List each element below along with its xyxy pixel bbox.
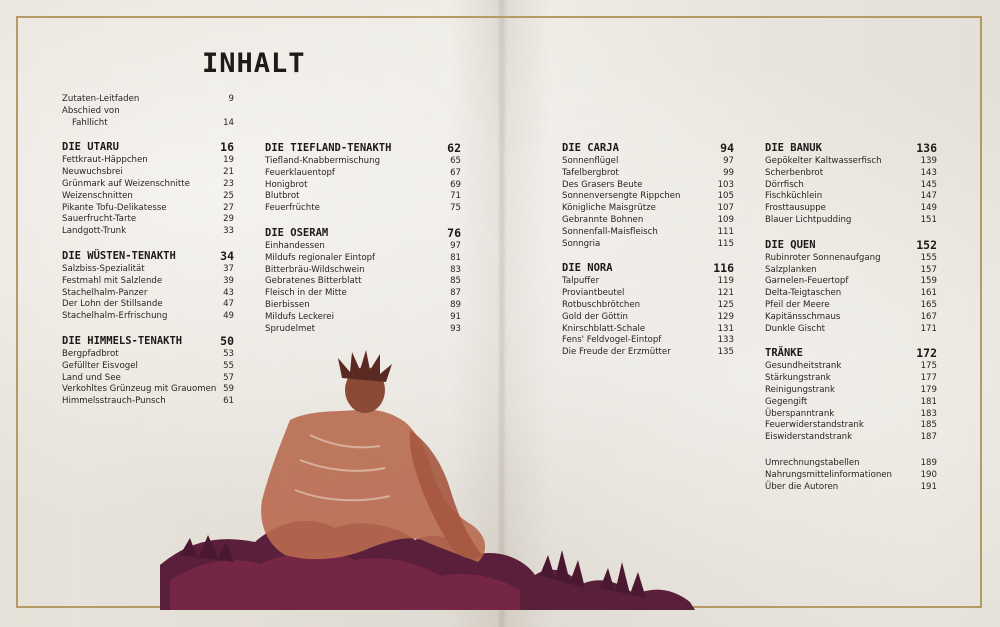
entry-name: Fleisch in der Mitte — [265, 288, 347, 299]
toc-column-3 — [562, 130, 734, 359]
entry-name: Gesundheitstrank — [765, 361, 842, 372]
entry-page: 14 — [223, 117, 234, 128]
entry-page: 69 — [450, 179, 461, 190]
entry-page: 149 — [920, 203, 937, 214]
toc-entry[interactable] — [62, 118, 234, 130]
entry-page: 43 — [223, 287, 234, 298]
entry-page: 187 — [920, 432, 937, 443]
toc-entry[interactable] — [765, 385, 937, 397]
toc-entry[interactable] — [562, 203, 734, 215]
entry-page: 111 — [717, 226, 734, 237]
toc-entry[interactable] — [265, 180, 461, 192]
toc-column-2 — [265, 130, 461, 335]
entry-name: Eiswiderstandstrank — [765, 432, 853, 443]
entry-name: Über die Autoren — [765, 481, 839, 492]
toc-entry[interactable] — [62, 179, 234, 191]
entry-page: 27 — [223, 202, 234, 213]
toc-entry[interactable] — [62, 226, 234, 238]
toc-entry[interactable] — [562, 239, 734, 251]
entry-name: Fettkraut-Häppchen — [62, 155, 148, 166]
entry-page: 65 — [450, 156, 461, 166]
entry-page: 167 — [920, 311, 937, 322]
entry-name: Der Lohn der Stillsande — [62, 299, 163, 310]
entry-page: 29 — [223, 214, 234, 225]
toc-entry[interactable] — [765, 432, 937, 444]
toc-entry[interactable] — [765, 288, 937, 300]
entry-page: 93 — [450, 323, 461, 334]
toc-entry[interactable] — [765, 458, 937, 470]
entry-page: 85 — [450, 276, 461, 287]
section-list — [765, 253, 937, 336]
section-header-tiefland-tenakth[interactable]: DIE TIEFLAND-TENAKTH 62 — [265, 141, 461, 155]
entry-name: Abschied von — [62, 105, 120, 116]
entry-name: Sonnenfall-Maisfleisch — [562, 226, 658, 237]
entry-name: Stachelhalm-Panzer — [62, 287, 148, 298]
entry-name: Rubinroter Sonnenaufgang — [765, 252, 881, 263]
toc-entry[interactable] — [765, 253, 937, 265]
entry-page: 125 — [717, 299, 734, 310]
section-list — [765, 361, 937, 444]
entry-page: 135 — [717, 347, 734, 358]
entry-name: Gefüllter Eisvogel — [62, 360, 138, 371]
entry-page: 190 — [920, 469, 937, 480]
entry-page: 131 — [717, 323, 734, 334]
entry-name: Pikante Tofu-Delikatesse — [62, 202, 167, 213]
entry-page: 147 — [920, 191, 937, 202]
entry-name: Nahrungsmittelinformationen — [765, 469, 893, 480]
figure-hair — [338, 350, 392, 382]
toc-entry[interactable] — [562, 288, 734, 300]
toc-entry[interactable] — [265, 191, 461, 203]
toc-entry[interactable] — [765, 482, 937, 494]
entry-page: 75 — [450, 203, 461, 214]
toc-entry[interactable] — [765, 470, 937, 482]
toc-entry[interactable] — [562, 335, 734, 347]
section-list — [62, 264, 234, 323]
toc-entry[interactable] — [765, 324, 937, 336]
toc-entry[interactable] — [562, 300, 734, 312]
entry-page: 83 — [450, 264, 461, 275]
toc-entry[interactable] — [265, 203, 461, 215]
toc-entry[interactable] — [562, 156, 734, 168]
entry-name: Garnelen-Feuertopf — [765, 276, 849, 287]
entry-page: 107 — [717, 203, 734, 214]
entry-name: Honigbrot — [265, 179, 308, 190]
section-list — [62, 155, 234, 238]
entry-name: Talpuffer — [562, 276, 600, 287]
entry-page: 121 — [717, 288, 734, 299]
entry-name: Gegengift — [765, 396, 808, 407]
toc-entry[interactable] — [265, 265, 461, 277]
entry-name: Gebratenes Bitterblatt — [265, 276, 362, 287]
toc-entry[interactable] — [62, 311, 234, 323]
entry-name: Umrechnungstabellen — [765, 457, 860, 468]
entry-page: 47 — [223, 299, 234, 310]
toc-entry[interactable] — [265, 241, 461, 253]
toc-entry[interactable] — [562, 324, 734, 336]
toc-entry[interactable] — [562, 276, 734, 288]
entry-name: Blutbrot — [265, 191, 300, 202]
toc-entry[interactable] — [765, 373, 937, 385]
entry-page: 19 — [223, 155, 234, 166]
entry-name: Proviantbeutel — [562, 288, 625, 299]
entry-name: Bierbissen — [265, 299, 310, 310]
entry-name: Pfeil der Meere — [765, 299, 830, 310]
section-header-utaru[interactable]: DIE UTARU 16 — [62, 140, 234, 155]
entry-name: Feuerklauentopf — [265, 167, 335, 178]
toc-entry[interactable] — [62, 299, 234, 311]
entry-name: Rotbuschbrötchen — [562, 299, 641, 310]
toc-entry[interactable] — [62, 203, 234, 215]
toc-entry[interactable] — [265, 168, 461, 180]
toc-entry[interactable] — [765, 300, 937, 312]
section-list — [265, 156, 461, 215]
entry-name: Scherbenbrot — [765, 167, 824, 178]
entry-name: Überspanntrank — [765, 408, 835, 419]
entry-page: 155 — [920, 252, 937, 263]
toc-entry[interactable] — [62, 264, 234, 276]
toc-entry[interactable] — [562, 215, 734, 227]
toc-entry[interactable] — [765, 409, 937, 421]
entry-page: 97 — [723, 156, 734, 166]
entry-page: 157 — [920, 264, 937, 275]
entry-name: Gebrannte Bohnen — [562, 214, 644, 225]
entry-page: 91 — [450, 311, 461, 322]
section-header-wuesten-tenakth[interactable]: DIE WÜSTEN-TENAKTH 34 — [62, 248, 234, 263]
toc-entry[interactable] — [765, 168, 937, 180]
entry-page: 165 — [920, 299, 937, 310]
toc-entry[interactable] — [765, 215, 937, 227]
entry-page: 133 — [717, 335, 734, 346]
entry-name: Sonnenflügel — [562, 156, 619, 166]
page-title: INHALT — [202, 48, 306, 79]
entry-name: Landgott-Trunk — [62, 226, 127, 237]
entry-name: Feuerfrüchte — [265, 203, 320, 214]
entry-page: 99 — [723, 167, 734, 178]
toc-entry[interactable] — [62, 288, 234, 300]
entry-page: 9 — [228, 94, 234, 104]
section-list — [562, 156, 734, 250]
toc-entry[interactable] — [765, 156, 937, 168]
toc-entry[interactable] — [765, 420, 937, 432]
entry-name: Blauer Lichtpudding — [765, 214, 852, 225]
entry-name: Sonngria — [562, 238, 601, 249]
toc-entry[interactable] — [562, 227, 734, 239]
entry-page: 71 — [450, 191, 461, 202]
toc-entry[interactable] — [265, 300, 461, 312]
entry-name: Dörrfisch — [765, 179, 804, 190]
toc-entry[interactable] — [62, 94, 234, 106]
entry-name: Frosttausuppe — [765, 203, 826, 214]
entry-name: Salzplanken — [765, 264, 817, 275]
entry-page: 143 — [920, 167, 937, 178]
entry-name: Himmelsstrauch-Punsch — [62, 396, 166, 407]
entry-name: Mildufs regionaler Eintopf — [265, 252, 376, 263]
toc-entry[interactable] — [265, 312, 461, 324]
entry-name: Des Grasers Beute — [562, 179, 643, 190]
entry-page: 171 — [920, 323, 937, 334]
entry-name: Reinigungstrank — [765, 384, 835, 395]
section-header-nora[interactable]: DIE NORA 116 — [562, 261, 734, 276]
entry-name: Sauerfrucht-Tarte — [62, 214, 137, 225]
entry-name: Bergpfadbrot — [62, 348, 119, 359]
toc-entry[interactable] — [562, 312, 734, 324]
toc-entry[interactable] — [765, 361, 937, 373]
toc-entry[interactable] — [62, 155, 234, 167]
entry-page: 87 — [450, 288, 461, 299]
entry-page: 129 — [717, 311, 734, 322]
entry-page: 115 — [717, 238, 734, 249]
toc-entry[interactable] — [62, 214, 234, 226]
entry-name: Grünmark auf Weizenschnitte — [62, 178, 190, 189]
toc-entry[interactable] — [765, 276, 937, 288]
entry-page: 183 — [920, 408, 937, 419]
entry-name: Bitterbräu-Wildschwein — [265, 264, 365, 275]
toc-entry[interactable] — [765, 180, 937, 192]
entry-name: Fahllicht — [72, 117, 108, 128]
entry-name: Verkohltes Grünzeug mit Grauomen — [62, 384, 217, 395]
entry-page: 23 — [223, 178, 234, 189]
entry-page: 103 — [717, 179, 734, 190]
toc-entry[interactable] — [62, 106, 234, 118]
entry-page: 119 — [717, 276, 734, 287]
section-header-carja[interactable]: DIE CARJA 94 — [562, 141, 734, 155]
entry-page: 33 — [223, 226, 234, 237]
entry-page: 191 — [920, 481, 937, 492]
toc-entry[interactable] — [562, 168, 734, 180]
entry-name: Königliche Maisgrütze — [562, 203, 656, 214]
entry-name: Neuwuchsbrei — [62, 167, 123, 178]
entry-page: 37 — [223, 263, 234, 274]
section-list — [765, 156, 937, 227]
entry-name: Gold der Göttin — [562, 311, 628, 322]
entry-page: 181 — [920, 396, 937, 407]
toc-entry[interactable] — [265, 288, 461, 300]
toc-entry[interactable] — [765, 203, 937, 215]
entry-page: 49 — [223, 311, 234, 322]
entry-name: Dunkle Gischt — [765, 323, 825, 334]
entry-page: 61 — [223, 396, 234, 407]
entry-page: 25 — [223, 190, 234, 201]
entry-page: 97 — [450, 240, 461, 251]
entry-page: 189 — [920, 457, 937, 468]
entry-page: 105 — [717, 191, 734, 202]
entry-page: 175 — [920, 361, 937, 372]
entry-name: Einhandessen — [265, 240, 325, 251]
entry-page: 89 — [450, 299, 461, 310]
entry-name: Delta-Teigtaschen — [765, 288, 842, 299]
entry-page: 109 — [717, 214, 734, 225]
toc-entry[interactable] — [265, 253, 461, 265]
entry-page: 55 — [223, 360, 234, 371]
entry-page: 139 — [920, 156, 937, 166]
entry-page: 159 — [920, 276, 937, 287]
entry-name: Mildufs Leckerei — [265, 311, 334, 322]
section-header-traenke[interactable]: TRÄNKE 172 — [765, 346, 937, 361]
toc-column-4 — [765, 130, 937, 493]
section-header-banuk[interactable]: DIE BANUK 136 — [765, 141, 937, 155]
entry-name: Feuerwiderstandstrank — [765, 420, 864, 431]
character-illustration — [160, 350, 700, 610]
toc-entry[interactable] — [562, 191, 734, 203]
entry-name: Stachelhalm-Erfrischung — [62, 311, 168, 322]
entry-name: Fens' Feldvogel-Eintopf — [562, 335, 662, 346]
section-header-oseram[interactable]: DIE OSERAM 76 — [265, 225, 461, 240]
entry-page: 161 — [920, 288, 937, 299]
section-list — [562, 276, 734, 359]
entry-name: Tafelbergbrot — [562, 167, 619, 178]
entry-page: 59 — [223, 384, 234, 395]
entry-page: 151 — [920, 214, 937, 225]
entry-name: Land und See — [62, 372, 121, 383]
entry-name: Die Freude der Erzmütter — [562, 347, 671, 358]
entry-page: 21 — [223, 167, 234, 178]
entry-name: Tiefland-Knabbermischung — [265, 156, 381, 166]
entry-name: Zutaten-Leitfaden — [62, 94, 140, 104]
toc-entry[interactable] — [62, 276, 234, 288]
toc-entry[interactable] — [562, 180, 734, 192]
entry-page: 179 — [920, 384, 937, 395]
entry-name: Festmahl mit Salzlende — [62, 275, 163, 286]
toc-entry[interactable] — [765, 312, 937, 324]
entry-page: 81 — [450, 252, 461, 263]
entry-page: 67 — [450, 167, 461, 178]
toc-entry[interactable] — [265, 324, 461, 336]
toc-entry[interactable] — [62, 167, 234, 179]
entry-name: Gepökelter Kaltwasserfisch — [765, 156, 882, 166]
section-header-himmels-tenakth[interactable]: DIE HIMMELS-TENAKTH 50 — [62, 333, 234, 348]
appendix-list — [765, 458, 937, 493]
entry-name: Weizenschnitten — [62, 190, 133, 201]
entry-page: 177 — [920, 373, 937, 384]
entry-name: Knirschblatt-Schale — [562, 323, 646, 334]
toc-entry[interactable] — [765, 397, 937, 409]
entry-name: Sprudelmet — [265, 323, 316, 334]
entry-name: Kapitänsschmaus — [765, 311, 841, 322]
entry-name: Stärkungstrank — [765, 373, 831, 384]
entry-page: 39 — [223, 275, 234, 286]
entry-page: 145 — [920, 179, 937, 190]
section-list — [265, 241, 461, 335]
entry-page: 185 — [920, 420, 937, 431]
toc-entry[interactable] — [265, 156, 461, 168]
entry-page: 53 — [223, 348, 234, 359]
entry-name: Sonnenversengte Rippchen — [562, 191, 681, 202]
section-header-quen[interactable]: DIE QUEN 152 — [765, 237, 937, 252]
toc-entry[interactable] — [765, 265, 937, 277]
entry-page: 57 — [223, 372, 234, 383]
entry-name: Fischküchlein — [765, 191, 823, 202]
toc-entry[interactable] — [765, 191, 937, 203]
toc-entry[interactable] — [62, 191, 234, 203]
entry-name: Salzbiss-Spezialität — [62, 263, 145, 274]
toc-entry[interactable] — [265, 276, 461, 288]
